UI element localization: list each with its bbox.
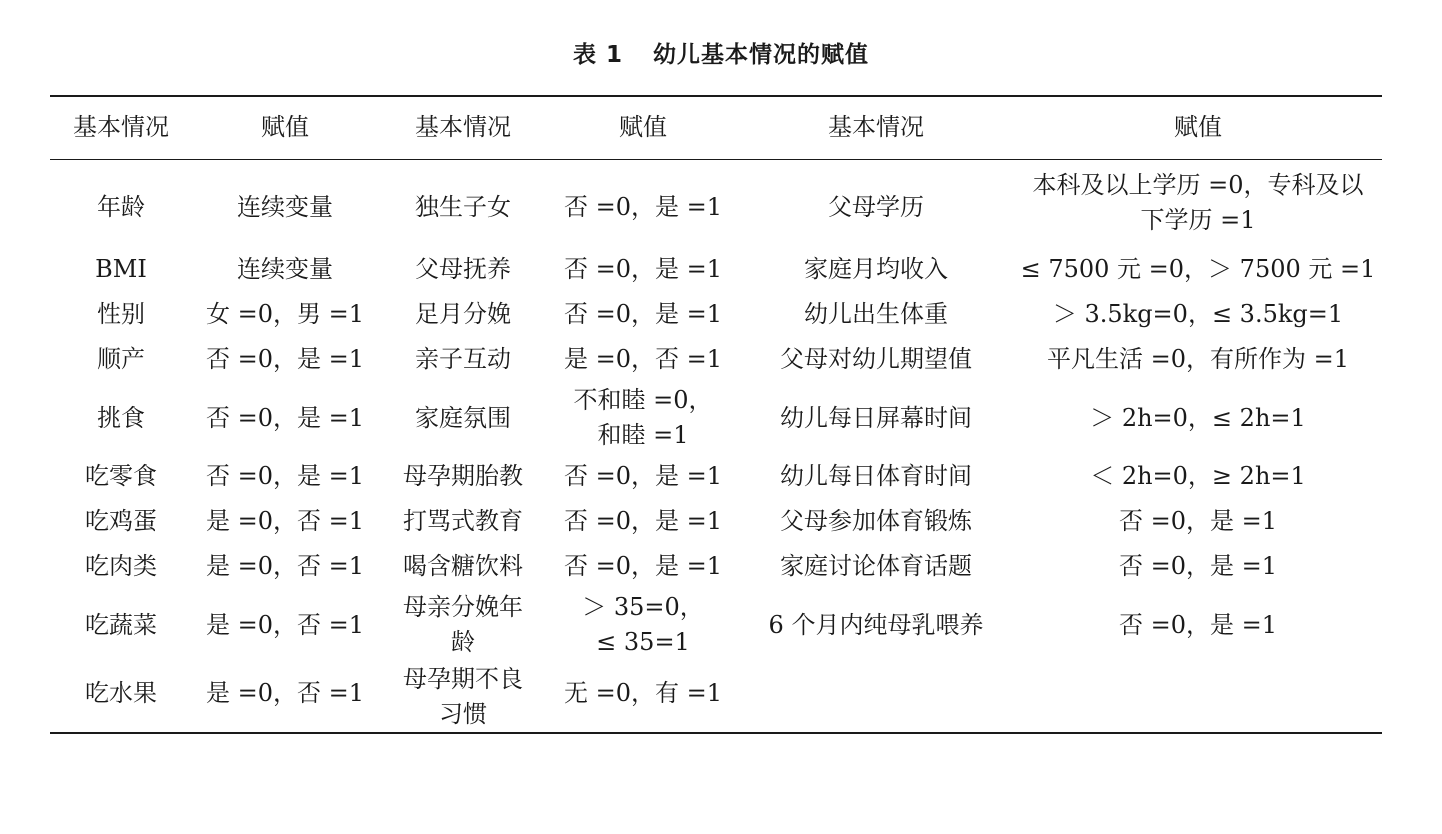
table-cell: 是 =0，否 =1 (563, 345, 722, 373)
table-cell: 无 =0，有 =1 (548, 661, 738, 733)
table-cell: 否 =0，是 =1 (1118, 610, 1277, 639)
table-cell: ＞ 35=0，≤ 35=1 (582, 593, 704, 656)
table-row (50, 337, 1382, 382)
header-cell: 赋值 (1014, 96, 1382, 159)
table-cell: 吃水果 (50, 661, 192, 733)
table-cell: 是 =0，否 =1 (205, 610, 364, 639)
header-cell: 基本情况 (378, 96, 548, 159)
table-cell: 亲子互动 (415, 345, 511, 373)
table-row (50, 544, 1382, 589)
header-cell: 基本情况 (50, 96, 192, 159)
table-cell: 挑食 (97, 403, 145, 432)
table-cell: 母亲分娩年龄 (403, 593, 523, 656)
table-cell: 父母抚养 (415, 255, 511, 283)
table-cell: 顺产 (97, 345, 145, 373)
table-cell: 不和睦 =0，和睦 =1 (573, 386, 713, 449)
table-cell: 否 =0，是 =1 (205, 345, 364, 373)
table-cell: 喝含糖饮料 (403, 552, 523, 580)
table-cell: 幼儿每日体育时间 (780, 462, 972, 490)
table-cell: 否 =0，是 =1 (563, 552, 722, 580)
table-cell: 否 =0，是 =1 (563, 462, 722, 490)
table-cell: 否 =0，是 =1 (1118, 552, 1277, 580)
table-cell: 家庭讨论体育话题 (780, 552, 972, 580)
table-caption (0, 36, 1442, 69)
table-cell: 父母参加体育锻炼 (780, 507, 972, 535)
header-row (50, 96, 1382, 159)
table-row (50, 661, 1382, 733)
table-cell: 是 =0，否 =1 (192, 661, 378, 733)
table-row (50, 382, 1382, 454)
table-cell: 独生子女 (415, 193, 511, 222)
table-cell: 打骂式教育 (403, 507, 523, 535)
table-cell: 否 =0，是 =1 (205, 403, 364, 432)
table-number: 表 1 (572, 42, 623, 68)
table-cell: 母孕期不良习惯 (378, 661, 548, 733)
table-cell: 女 =0，男 =1 (205, 300, 364, 328)
table-cell: 母孕期胎教 (403, 462, 523, 490)
assignment-table (50, 95, 1382, 734)
table-title: 幼儿基本情况的赋值 (653, 42, 869, 68)
table-row (50, 454, 1382, 499)
table-cell: 性别 (97, 300, 145, 328)
table-cell: ＞ 2h=0，≤ 2h=1 (1090, 403, 1306, 432)
table-cell: 吃蔬菜 (85, 610, 157, 639)
table-cell: 否 =0，是 =1 (563, 507, 722, 535)
table-cell: BMI (95, 255, 147, 283)
table-cell: 吃鸡蛋 (85, 507, 157, 535)
table-row (50, 247, 1382, 292)
table-row (50, 499, 1382, 544)
table-row (50, 589, 1382, 661)
table-cell: 否 =0，是 =1 (563, 255, 722, 283)
table-cell: 家庭月均收入 (804, 255, 948, 283)
table-cell: 否 =0，是 =1 (1118, 507, 1277, 535)
header-cell: 赋值 (192, 96, 378, 159)
table-row (50, 159, 1382, 247)
header-cell: 基本情况 (738, 96, 1014, 159)
table-cell: ＜ 2h=0，≥ 2h=1 (1090, 462, 1306, 490)
table-cell (1014, 661, 1382, 733)
table-cell: 平凡生活 =0，有所作为 =1 (1046, 345, 1349, 373)
table-cell: 是 =0，否 =1 (205, 507, 364, 535)
table-cell: 年龄 (97, 193, 145, 222)
table-cell: 吃零食 (85, 462, 157, 490)
table-cell: 足月分娩 (415, 300, 511, 328)
table-cell: 幼儿每日屏幕时间 (780, 403, 972, 432)
table-cell: 连续变量 (237, 193, 333, 222)
table-cell: 幼儿出生体重 (804, 300, 948, 328)
table-cell: 否 =0，是 =1 (563, 193, 722, 222)
table-cell: 家庭氛围 (415, 403, 511, 432)
header-cell: 赋值 (548, 96, 738, 159)
table-cell: 连续变量 (237, 255, 333, 283)
table-cell: 父母对幼儿期望值 (780, 345, 972, 373)
table-cell: 否 =0，是 =1 (563, 300, 722, 328)
table-cell (738, 661, 1014, 733)
table-cell: 本科及以上学历 =0，专科及以下学历 =1 (1032, 171, 1364, 235)
table-cell: 6 个月内纯母乳喂养 (768, 610, 984, 639)
table-cell: ＞ 3.5kg=0，≤ 3.5kg=1 (1052, 300, 1344, 328)
table-cell: 父母学历 (828, 193, 924, 222)
table-cell: ≤ 7500 元 =0，＞ 7500 元 =1 (1020, 255, 1376, 283)
table-row (50, 292, 1382, 337)
table-cell: 是 =0，否 =1 (205, 552, 364, 580)
table-cell: 吃肉类 (85, 552, 157, 580)
table-cell: 否 =0，是 =1 (205, 462, 364, 490)
